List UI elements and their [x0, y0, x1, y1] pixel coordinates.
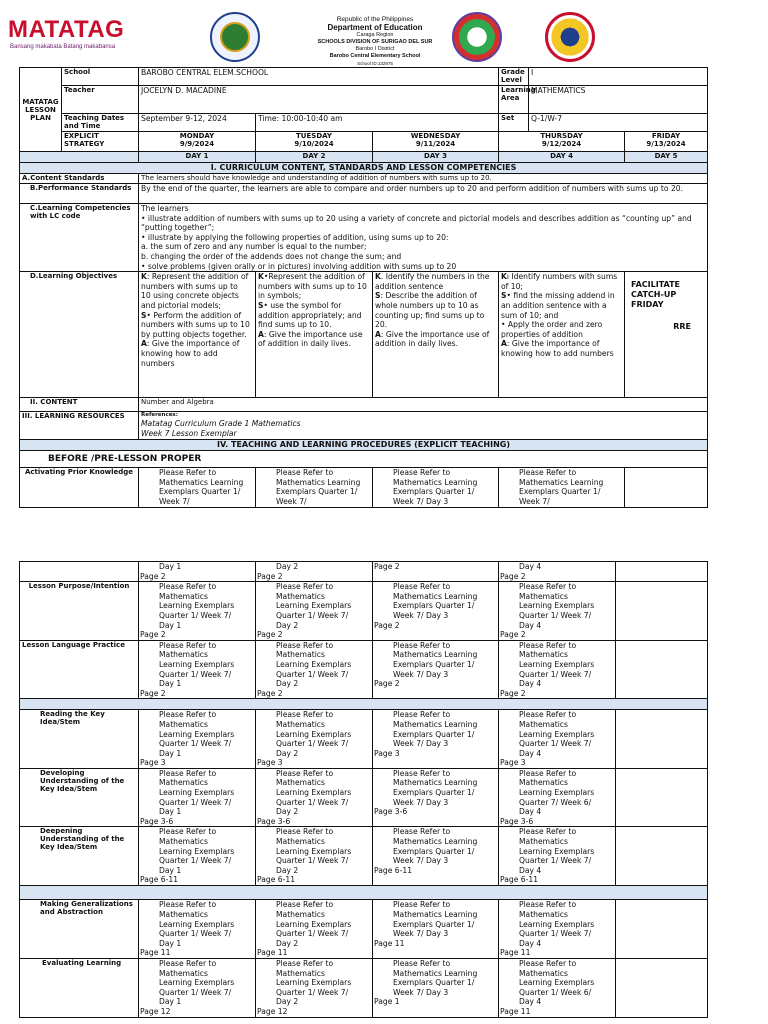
- competencies-value: The learners • illustrate addition of numbers with sums up to 20 using a variety of concrete and pictorial models and describes addition as “counting up” and “putting together”; • illustrate by applying the following properties of addition, using sums up to 20: a. the sum of zero and any number is equal to the number; b. changing the order of the addends does not change the sum; and • solve problems (given orally or in pictures) involving addition with sums up to 20: [139, 204, 708, 272]
- matatag-tagline: Bansang makabata Batang makabansa: [10, 44, 116, 50]
- day-label-1: DAY 1: [139, 152, 256, 163]
- developing-label: Developing Understanding of the Key Idea/Stem: [20, 768, 139, 827]
- carry-day1: Day 1 Page 2: [139, 562, 256, 582]
- spacer-band-1: [20, 699, 708, 710]
- activating-day3: Please Refer to Mathematics Learning Exemplars Quarter 1/ Week 7/ Day 3: [373, 468, 499, 508]
- day-label-3: DAY 3: [373, 152, 499, 163]
- matatag-logo: [6, 14, 156, 58]
- language-day4: Please Refer to Mathematics Learning Exemplars Quarter 1/ Week 7/ Day 4 Page 2: [499, 640, 616, 699]
- language-day5: [616, 640, 708, 699]
- activating-day2: Please Refer to Mathematics Learning Exemplars Quarter 1/ Week 7/: [256, 468, 373, 508]
- resources-value: References: Matatag Curriculum Grade 1 Mathematics Week 7 Lesson Exemplar: [139, 412, 708, 440]
- division-text: SCHOOLS DIVISION OF SURIGAO DEL SUR: [317, 39, 433, 45]
- purpose-day1: Please Refer to Mathematics Learning Exemplars Quarter 1/ Week 7/ Day 1 Page 2: [139, 582, 256, 641]
- making-day5: [616, 900, 708, 959]
- content-standards-label: A.Content Standards: [20, 174, 139, 184]
- objectives-label: D.Learning Objectives: [20, 272, 139, 398]
- language-day1: Please Refer to Mathematics Learning Exemplars Quarter 1/ Week 7/ Day 1 Page 2: [139, 640, 256, 699]
- reading-day5: [616, 710, 708, 769]
- deepening-day5: [616, 827, 708, 886]
- carry-label: [20, 562, 139, 582]
- developing-day3: Please Refer to Mathematics Learning Exemplars Quarter 1/ Week 7/ Day 3 Page 3-6: [373, 768, 499, 827]
- resources-label: III. LEARNING RESOURCES: [20, 412, 139, 440]
- activating-day1: Please Refer to Mathematics Learning Exemplars Quarter 1/ Week 7/: [139, 468, 256, 508]
- reading-day4: Please Refer to Mathematics Learning Exemplars Quarter 1/ Week 7/ Day 4 Page 3: [499, 710, 616, 769]
- language-label: Lesson Language Practice: [20, 640, 139, 699]
- reading-day2: Please Refer to Mathematics Learning Exemplars Quarter 1/ Week 7/ Day 2 Page 3: [256, 710, 373, 769]
- school-value: BAROBO CENTRAL ELEM.SCHOOL: [139, 68, 499, 86]
- objectives-day2: K•Represent the addition of numbers with sums up to 10 in symbols; S• use the symbol for addition appropriately; and find sums up to 10. A: Give the importance use of addition in daily lives.: [256, 272, 373, 398]
- dates-label: Teaching Dates and Time: [62, 114, 139, 132]
- region-text: Caraga Region: [356, 32, 394, 38]
- purpose-label: Lesson Purpose/Intention: [20, 582, 139, 641]
- evaluating-day3: Please Refer to Mathematics Learning Exemplars Quarter 1/ Week 7/ Day 3 Page 1: [373, 959, 499, 1018]
- competencies-label: C.Learning Competencies with LC code: [20, 204, 139, 272]
- day-header-thu: THURSDAY 9/12/2024: [499, 132, 625, 152]
- carry-day4: Day 4 Page 2: [499, 562, 616, 582]
- deepening-day2: Please Refer to Mathematics Learning Exemplars Quarter 1/ Week 7/ Day 2 Page 6-11: [256, 827, 373, 886]
- day-label-5: DAY 5: [625, 152, 708, 163]
- grade-label: Grade Level: [499, 68, 529, 86]
- reading-day1: Please Refer to Mathematics Learning Exemplars Quarter 1/ Week 7/ Day 1 Page 3: [139, 710, 256, 769]
- letterhead: [300, 16, 450, 67]
- deped-seal-icon: [210, 12, 260, 62]
- making-day2: Please Refer to Mathematics Learning Exemplars Quarter 1/ Week 7/ Day 2 Page 11: [256, 900, 373, 959]
- developing-day1: Please Refer to Mathematics Learning Exemplars Quarter 1/ Week 7/ Day 1 Page 3-6: [139, 768, 256, 827]
- school-label: School: [62, 68, 139, 86]
- day-header-wed: WEDNESDAY 9/11/2024: [373, 132, 499, 152]
- lesson-plan-side-label: MATATAG LESSON PLAN: [20, 68, 62, 152]
- performance-standards-value: By the end of the quarter, the learners are able to compare and order numbers up to 20 and perform addition of numbers with sums up to 20.: [139, 184, 708, 204]
- making-label: Making Generalizations and Abstraction: [20, 900, 139, 959]
- carry-day3: Page 2: [373, 562, 499, 582]
- day-header-fri: FRIDAY 9/13/2024: [625, 132, 708, 152]
- area-value: MATHEMATICS: [529, 86, 708, 114]
- day-header-tue: TUESDAY 9/10/2024: [256, 132, 373, 152]
- reading-label: Reading the Key Idea/Stem: [20, 710, 139, 769]
- reading-day3: Please Refer to Mathematics Learning Exemplars Quarter 1/ Week 7/ Day 3 Page 3: [373, 710, 499, 769]
- day-label-2: DAY 2: [256, 152, 373, 163]
- day-header-mon: MONDAY 9/9/2024: [139, 132, 256, 152]
- school-id-text: School ID:132975: [357, 61, 393, 66]
- purpose-day2: Please Refer to Mathematics Learning Exemplars Quarter 1/ Week 7/ Day 2 Page 2: [256, 582, 373, 641]
- before-lesson-heading: BEFORE /PRE-LESSON PROPER: [20, 451, 708, 468]
- objectives-day1: K: Represent the addition of numbers with sums up to 10 using concrete objects and pictorial models; S• Perform the addition of numbers with sums up to 10 by putting objects together. A: Give the importance of knowing how to add numbers: [139, 272, 256, 398]
- purpose-day4: Please Refer to Mathematics Learning Exemplars Quarter 1/ Week 7/ Day 4 Page 2: [499, 582, 616, 641]
- deepening-day3: Please Refer to Mathematics Learning Exemplars Quarter 1/ Week 7/ Day 3 Page 6-11: [373, 827, 499, 886]
- making-day3: Please Refer to Mathematics Learning Exemplars Quarter 1/ Week 7/ Day 3 Page 11: [373, 900, 499, 959]
- deepening-day1: Please Refer to Mathematics Learning Exemplars Quarter 1/ Week 7/ Day 1 Page 6-11: [139, 827, 256, 886]
- school-seal-icon: [545, 12, 595, 62]
- deepening-day4: Please Refer to Mathematics Learning Exemplars Quarter 1/ Week 7/ Day 4 Page 6-11: [499, 827, 616, 886]
- daybar-blank: [20, 152, 139, 163]
- activating-day4: Please Refer to Mathematics Learning Exemplars Quarter 1/ Week 7/: [499, 468, 625, 508]
- teacher-value: JOCELYN D. MACADINE: [139, 86, 499, 114]
- strategy-label: EXPLICIT STRATEGY: [62, 132, 139, 152]
- division-seal-icon: [452, 12, 502, 62]
- dates-value: September 9-12, 2024: [139, 114, 256, 132]
- language-day2: Please Refer to Mathematics Learning Exemplars Quarter 1/ Week 7/ Day 2 Page 2: [256, 640, 373, 699]
- time-value: Time: 10:00-10:40 am: [256, 114, 499, 132]
- area-label: Learning Area: [499, 86, 529, 114]
- developing-day4: Please Refer to Mathematics Learning Exemplars Quarter 7/ Week 6/ Day 4 Page 3-6: [499, 768, 616, 827]
- evaluating-day4: Please Refer to Mathematics Learning Exemplars Quarter 1/ Week 6/ Day 4 Page 11: [499, 959, 616, 1018]
- purpose-day3: Please Refer to Mathematics Learning Exemplars Quarter 1/ Week 7/ Day 3 Page 2: [373, 582, 499, 641]
- spacer-band-2: [20, 886, 708, 900]
- carry-day2: Day 2 Page 2: [256, 562, 373, 582]
- day-label-4: DAY 4: [499, 152, 625, 163]
- developing-day2: Please Refer to Mathematics Learning Exemplars Quarter 1/ Week 7/ Day 2 Page 3-6: [256, 768, 373, 827]
- making-day1: Please Refer to Mathematics Learning Exemplars Quarter 1/ Week 7/ Day 1 Page 11: [139, 900, 256, 959]
- matatag-wordmark: MATATAG: [8, 16, 125, 43]
- district-text: Barobo I District: [355, 46, 395, 52]
- content-label: II. CONTENT: [20, 398, 139, 412]
- objectives-day5: FACILITATE CATCH-UP FRIDAY RRE: [625, 272, 708, 398]
- evaluating-day5: [616, 959, 708, 1018]
- department-text: Department of Education: [327, 23, 423, 32]
- procedures-table: [19, 561, 708, 1018]
- making-day4: Please Refer to Mathematics Learning Exemplars Quarter 1/ Week 7/ Day 4 Page 11: [499, 900, 616, 959]
- carry-day5: [616, 562, 708, 582]
- section-4-heading: IV. TEACHING AND LEARNING PROCEDURES (EXPLICIT TEACHING): [20, 440, 708, 451]
- school-name-text: Barobo Central Elementary School: [329, 53, 421, 59]
- evaluating-day2: Please Refer to Mathematics Learning Exemplars Quarter 1/ Week 7/ Day 2 Page 12: [256, 959, 373, 1018]
- objectives-day4: Kı Identify numbers with sums of 10; S• find the missing addend in an addition sentence with a sum of 10; and • Apply the order and zero properties of addition A: Give the importance of knowing how to add numbers: [499, 272, 625, 398]
- grade-value: I: [529, 68, 708, 86]
- teacher-label: Teacher: [62, 86, 139, 114]
- lesson-plan-table: [19, 67, 708, 508]
- evaluating-day1: Please Refer to Mathematics Learning Exemplars Quarter 1/ Week 7/ Day 1 Page 12: [139, 959, 256, 1018]
- language-day3: Please Refer to Mathematics Learning Exemplars Quarter 1/ Week 7/ Day 3 Page 2: [373, 640, 499, 699]
- activating-day5: [625, 468, 708, 508]
- republic-text: Republic of the Philippines: [336, 16, 414, 23]
- set-value: Q-1/W-7: [529, 114, 708, 132]
- objectives-day3: K. Identify the numbers in the addition sentence S: Describe the addition of whole numbers up to 10 as counting up; find sums up to 20. A: Give the importance use of addition in daily lives.: [373, 272, 499, 398]
- purpose-day5: [616, 582, 708, 641]
- content-standards-value: The learners should have knowledge and understanding of addition of numbers with sums up to 20.: [139, 174, 708, 184]
- section-1-heading: I. CURRICULUM CONTENT, STANDARDS AND LESSON COMPETENCIES: [20, 163, 708, 174]
- evaluating-label: Evaluating Learning: [20, 959, 139, 1018]
- deepening-label: Deepening Understanding of the Key Idea/Stem: [20, 827, 139, 886]
- set-label: Set: [499, 114, 529, 132]
- content-value: Number and Algebra: [139, 398, 708, 412]
- performance-standards-label: B.Performance Standards: [20, 184, 139, 204]
- activating-label: Activating Prior Knowledge: [20, 468, 139, 508]
- developing-day5: [616, 768, 708, 827]
